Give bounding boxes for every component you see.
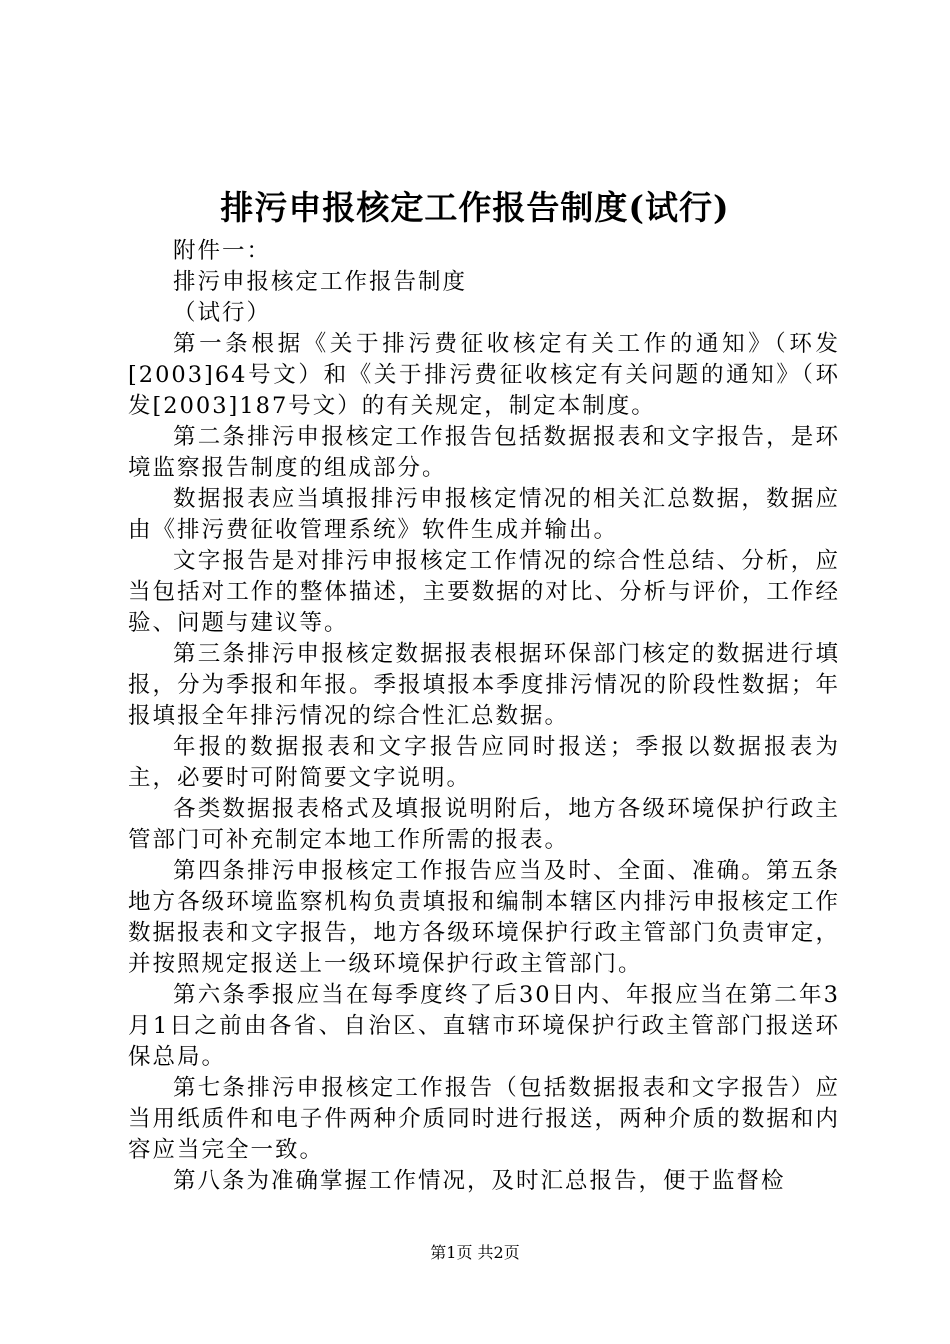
paragraph-text-report: 文字报告是对排污申报核定工作情况的综合性总结、分析，应当包括对工作的整体描述，主要数据的对比、分析与评价，工作经验、问题与建议等。 <box>128 548 840 636</box>
paragraph-article-3: 第三条排污申报核定数据报表根据环保部门核定的数据进行填报，分为季报和年报。季报填报本季度排污情况的阶段性数据；年报填报全年排污情况的综合性汇总数据。 <box>128 641 840 729</box>
paragraph-article-8: 第八条为准确掌握工作情况，及时汇总报告，便于监督检 <box>173 1168 786 1194</box>
paragraph-report-formats: 各类数据报表格式及填报说明附后，地方各级环境保护行政主管部门可补充制定本地工作所需的报表。 <box>128 796 840 853</box>
paragraph-article-4-5: 第四条排污申报核定工作报告应当及时、全面、准确。第五条地方各级环境监察机构负责填报和编制本辖区内排污申报核定工作数据报表和文字报告，地方各级环境保护行政主管部门负责审定，并按照规定报送上一级环境保护行政主管部门。 <box>128 858 840 977</box>
paragraph-article-2: 第二条排污申报核定工作报告包括数据报表和文字报告，是环境监察报告制度的组成部分。 <box>128 424 840 481</box>
document-title: 排污申报核定工作报告制度(试行) <box>220 188 730 227</box>
paragraph-data-report: 数据报表应当填报排污申报核定情况的相关汇总数据，数据应由《排污费征收管理系统》软件生成并输出。 <box>128 486 840 543</box>
document-body <box>128 236 840 1197</box>
paragraph-article-6: 第六条季报应当在每季度终了后30日内、年报应当在第二年3月1日之前由各省、自治区、直辖市环境保护行政主管部门报送环保总局。 <box>128 982 840 1070</box>
page-number-footer: 第1页 共2页 <box>430 1243 520 1262</box>
paragraph-subtitle: 排污申报核定工作报告制度 <box>173 269 468 295</box>
paragraph-attachment-label: 附件一： <box>173 238 272 264</box>
paragraph-article-7: 第七条排污申报核定工作报告（包括数据报表和文字报告）应当用纸质件和电子件两种介质同时进行报送，两种介质的数据和内容应当完全一致。 <box>128 1075 840 1163</box>
paragraph-article-1: 第一条根据《关于排污费征收核定有关工作的通知》（环发[2003]64号文）和《关于排污费征收核定有关问题的通知》（环发[2003]187号文）的有关规定，制定本制度。 <box>128 331 840 419</box>
paragraph-trial-note: （试行） <box>173 300 272 326</box>
paragraph-annual-report: 年报的数据报表和文字报告应同时报送；季报以数据报表为主，必要时可附简要文字说明。 <box>128 734 840 791</box>
